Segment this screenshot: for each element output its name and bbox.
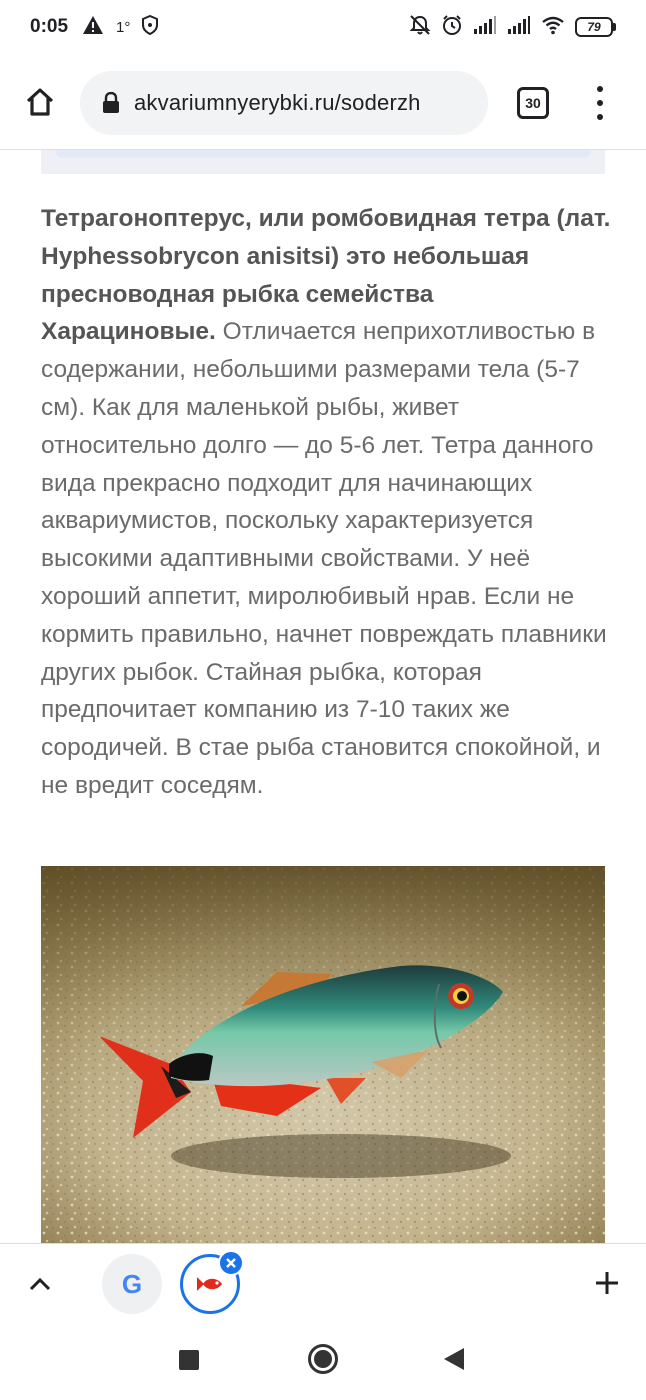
- warning-icon: [82, 15, 104, 40]
- signal-icon: [473, 15, 497, 40]
- status-bar: [0, 0, 646, 54]
- lock-icon[interactable]: [102, 92, 120, 114]
- close-icon: [225, 1257, 237, 1269]
- home-nav-button[interactable]: [308, 1344, 338, 1374]
- wifi-icon: [541, 15, 565, 40]
- chevron-up-icon: [29, 1277, 51, 1291]
- alarm-icon: [441, 14, 463, 41]
- plus-icon: [594, 1270, 620, 1296]
- page-content[interactable]: [0, 150, 646, 1243]
- tab-count: 30: [525, 95, 541, 111]
- menu-button[interactable]: [586, 84, 614, 122]
- system-nav-bar: [0, 1323, 646, 1400]
- fish-photo[interactable]: [41, 866, 605, 1243]
- browser-toolbar: [0, 54, 646, 150]
- shield-icon: [142, 15, 158, 40]
- back-button[interactable]: [444, 1348, 464, 1370]
- mute-icon: [409, 14, 431, 41]
- close-tab-button[interactable]: [218, 1250, 244, 1276]
- recents-button[interactable]: [179, 1350, 199, 1370]
- battery-icon: [575, 17, 616, 37]
- url-text[interactable]: akvariumnyerybki.ru/soderzh: [134, 90, 421, 115]
- bottom-toolbar: [0, 1243, 646, 1323]
- status-time: 0:05: [30, 16, 69, 37]
- google-icon: G: [121, 1268, 143, 1299]
- home-button[interactable]: [20, 82, 60, 122]
- article-paragraph: [41, 200, 611, 805]
- temperature-label: 1°: [116, 18, 131, 36]
- google-tab[interactable]: [102, 1254, 162, 1314]
- battery-level: 79: [575, 17, 613, 37]
- article-intro-bold: Тетрагоноптерус, или ромбовидная тетра (лат. Hyphessobrycon anisitsi) это небольшая пресноводная рыбка семейства Харациновые.: [41, 205, 611, 346]
- content-block-top: [41, 150, 605, 174]
- article-body: Отличается неприхотливостью в содержании, небольшими размерами тела (5-7 см). Как для маленькой рыбы, живет относительно долго — до 5-6 лет. Тетра данного вида прекрасно подходит для начинающих аквариумистов, поскольку характеризуется высокими адаптивными свойствами. У неё хороший аппетит, миролюбивый нрав. Если не кормить правильно, начнет повреждать плавники других рыбок. Стайная рыбка, которая предпочитает компанию из 7-10 таких же сородичей. В стае рыба становится спокойной, и не вредит соседям.: [41, 318, 607, 799]
- new-tab-button[interactable]: [590, 1266, 624, 1300]
- tabs-button[interactable]: [517, 87, 549, 119]
- home-icon: [24, 87, 56, 117]
- fish-favicon-icon: [195, 1274, 225, 1294]
- address-bar[interactable]: [80, 71, 488, 135]
- chevron-up-button[interactable]: [24, 1268, 56, 1300]
- menu-icon: [597, 86, 603, 92]
- signal-icon: [507, 15, 531, 40]
